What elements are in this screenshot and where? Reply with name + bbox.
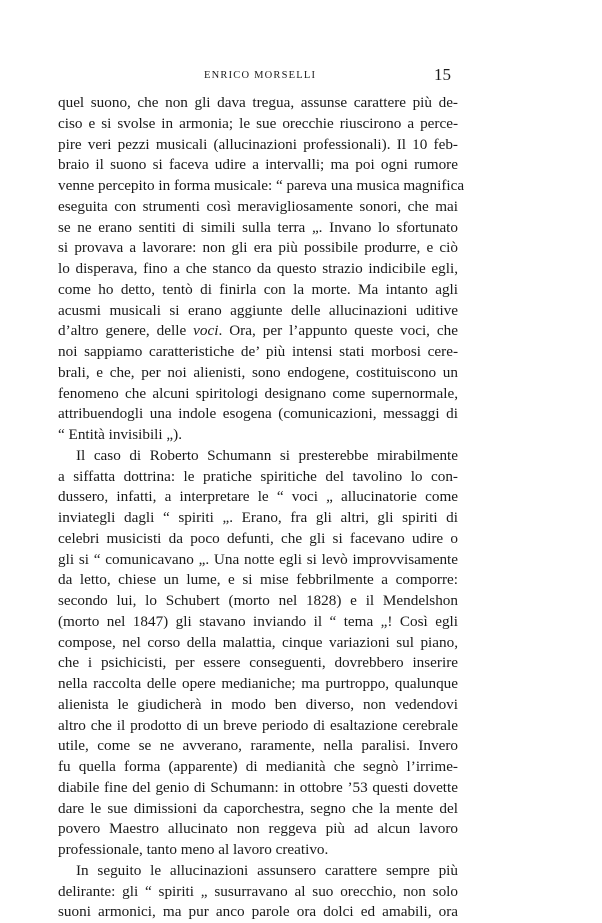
text-line: secondo lui, lo Schubert (morto nel 1828) e il Mendelshon — [58, 592, 458, 609]
text-line: nella raccolta delle opere medianiche; ma purtroppo, qualunque — [58, 675, 458, 692]
text-line: ciso e si svolse in armonia; le sue orecchie riuscirono a perce- — [58, 114, 458, 132]
text-line: se ne erano sentiti di simili sulla terra „. Invano lo sfortunato — [58, 218, 458, 236]
text-line: si provava a lavorare: non gli era più possibile produrre, e ciò — [58, 239, 458, 257]
text-line: compose, nel corso della malattia, cinque variazioni sul piano, — [58, 633, 458, 651]
text-line: pire veri pezzi musicali (allucinazioni professionali). Il 10 feb- — [58, 135, 458, 153]
text-line: come ho detto, tentò di finirla con la morte. Ma intanto agli — [58, 280, 458, 298]
text-line: attribuendogli una indole esogena (comunicazioni, messaggi di — [58, 405, 458, 423]
text-line: alienista le giudicherà in modo ben diverso, non vedendovi — [58, 695, 458, 713]
text-line: acusmi musicali si erano aggiunte delle allucinazioni uditive — [58, 301, 458, 319]
text-line: delirante: gli “ spiriti „ susurravano al suo orecchio, non solo — [58, 882, 458, 900]
text-line: gli si “ comunicavano „. Una notte egli si levò improvvisamente — [58, 550, 458, 568]
text-line: inviategli dagli “ spiriti „. Erano, fra gli altri, gli spiriti di — [58, 509, 458, 526]
paragraph-start-line: Il caso di Roberto Schumann si presterebbe mirabilmente — [76, 446, 458, 464]
text-line: d’altro genere, delle voci. Ora, per l’appunto queste voci, che — [58, 322, 459, 340]
text-line: fenomeno che alcuni spiritologi designano come supernormale, — [58, 384, 458, 402]
text-line: fu quella forma (apparente) di medianità che segnò l’irrime- — [58, 758, 458, 775]
text-line: noi sappiamo caratteristiche de’ più intensi stati morbosi cere- — [58, 343, 458, 360]
text-line: diabile fine del genio di Schumann: in ottobre ’53 questi dovette — [58, 778, 458, 796]
text-line: braio il suono si faceva udire a intervalli; ma poi ogni rumore — [58, 156, 458, 174]
text-line: dare le sue dimissioni da caporchestra, segno che la mente del — [58, 799, 458, 817]
running-title: ENRICO MORSELLI — [204, 70, 317, 81]
running-head — [58, 65, 458, 84]
text-line: altro che il prodotto di un breve periodo di esaltazione cerebrale — [58, 716, 458, 734]
text-line: quel suono, che non gli dava tregua, assunse carattere più de- — [58, 94, 458, 111]
text-line: dussero, infatti, a interpretare le “ voci „ allucinatorie come — [58, 488, 458, 506]
text-line: lo disperava, fino a che stanco da questo strazio indicibile egli, — [58, 260, 458, 277]
text-line: celebri musicisti da poco defunti, che gli si facevano udire o — [58, 529, 458, 547]
text-line: eseguita con strumenti così meravigliosamente sonori, che mai — [58, 197, 458, 215]
paragraph-start-line: In seguito le allucinazioni assunsero carattere sempre più — [76, 861, 458, 879]
paragraph-end-line: professionale, tanto meno al lavoro creativo. — [58, 841, 329, 858]
text-line: (morto nel 1847) gli stavano inviando il “ tema „! Così egli — [58, 612, 458, 630]
text-line: utile, come se ne avverano, raramente, nella paralisi. Invero — [58, 737, 458, 755]
text-line: suoni armonici, ma pur anco parole ora dolci ed amabili, ora — [58, 903, 458, 921]
paragraph-end-line: “ Entità invisibili „). — [58, 426, 183, 443]
text-line: brali, e che, per noi alienisti, sono endogene, costituiscono un — [58, 363, 458, 381]
text-line: venne percepito in forma musicale: “ pareva una musica magnifica — [58, 177, 465, 194]
text-line: che i psichicisti, per essere conseguenti, dovrebbero inserire — [58, 654, 458, 672]
italic-word: voci — [193, 322, 219, 340]
text-line: a siffatta dottrina: le pratiche spiritiche del tavolino lo con- — [58, 467, 458, 485]
text-line: da letto, chiese un lume, e si mise febbrilmente a comporre: — [58, 571, 458, 589]
body-text — [58, 93, 465, 923]
page-number: 15 — [434, 65, 451, 84]
text-line: povero Maestro allucinato non reggeva più ad alcun lavoro — [58, 820, 458, 838]
